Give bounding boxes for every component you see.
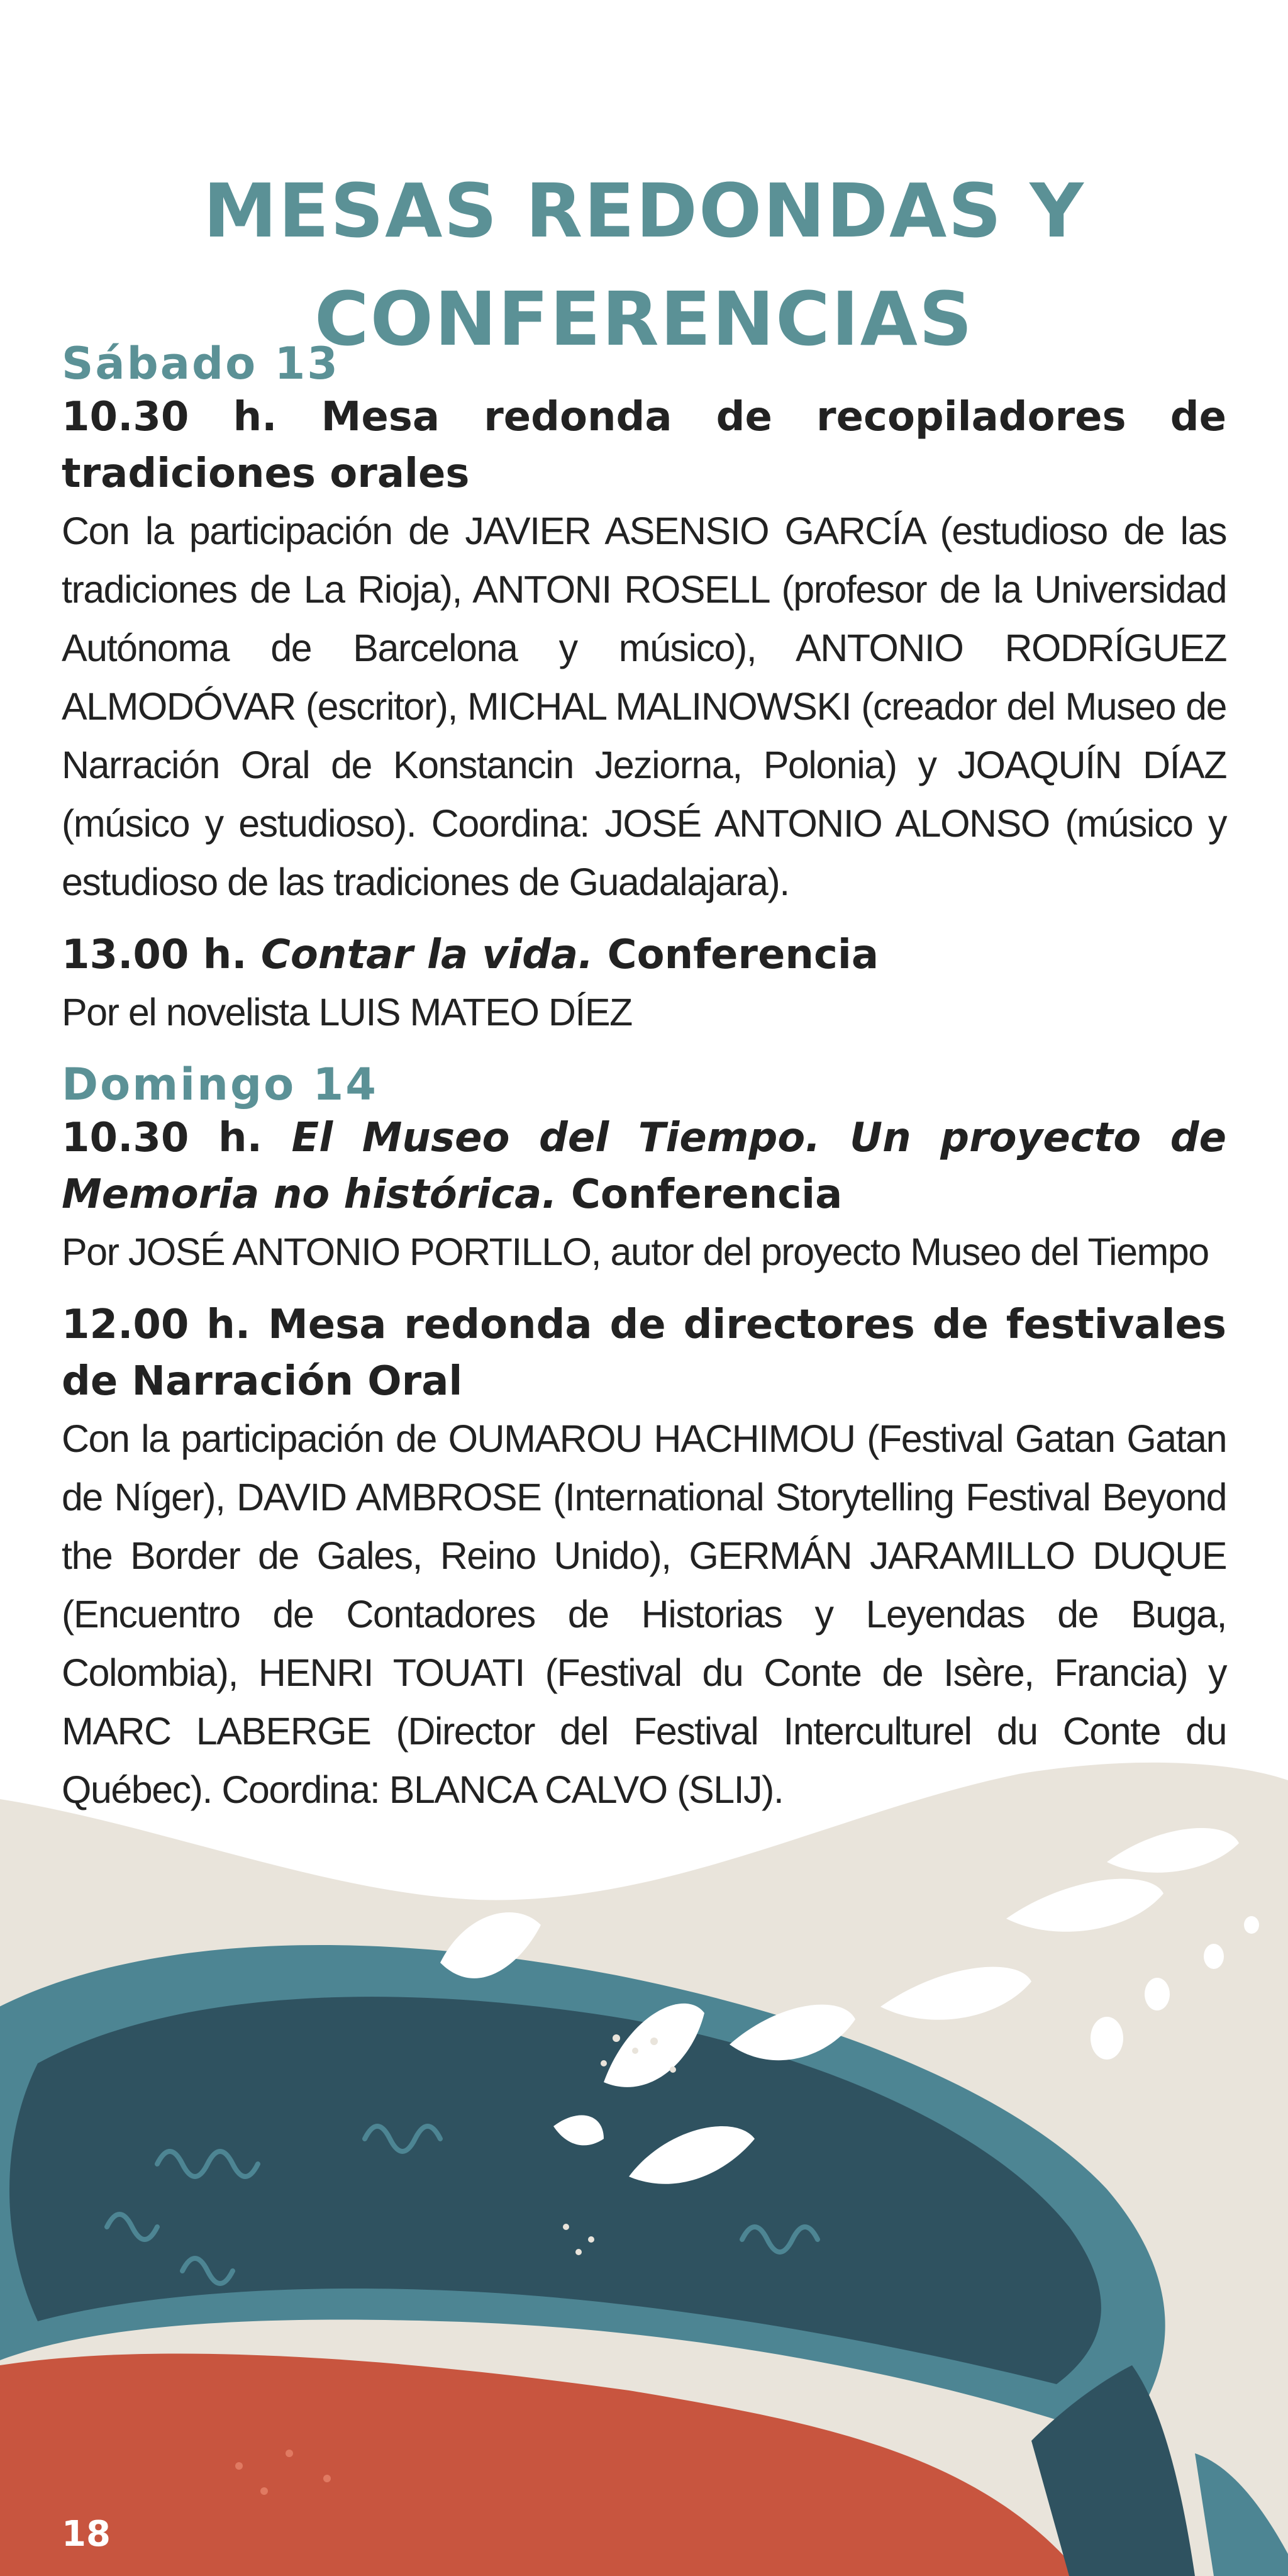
program-content bbox=[62, 338, 1226, 1834]
event-item bbox=[62, 927, 1226, 1042]
event-time: 13.00 h. bbox=[62, 932, 247, 978]
event-heading bbox=[62, 389, 1226, 502]
event-heading bbox=[62, 927, 1226, 983]
event-time: 10.30 h. bbox=[62, 394, 277, 440]
event-item bbox=[62, 1110, 1226, 1281]
event-description: Con la participación de OUMAROU HACHIMOU (Festival Gatan Gatan de Níger), DAVID AMBROSE (International Storytelling Festival Beyond the Border de Gales, Reino Unido), GERMÁN JARAMILLO DUQUE (Encuentro de Contadores de Historias y Leyendas de Buga, Colombia), HENRI TOUATI (Festival du Conte de Isère, Francia) y MARC LABERGE (Director del Festival Interculturel du Conte du Québec). Coordina: BLANCA CALVO (SLIJ). bbox=[62, 1417, 1226, 1811]
event-time: 10.30 h. bbox=[62, 1115, 262, 1161]
event-description: Por el novelista LUIS MATEO DÍEZ bbox=[62, 991, 632, 1034]
event-heading bbox=[62, 1296, 1226, 1410]
event-heading bbox=[62, 1110, 1226, 1223]
event-time: 12.00 h. bbox=[62, 1302, 251, 1348]
event-title: Mesa redonda de recopiladores de tradiciones orales bbox=[62, 394, 1227, 497]
event-title-italic: Contar la vida. bbox=[260, 932, 594, 978]
title-line-2: CONFERENCIAS bbox=[314, 276, 974, 363]
page-number: 18 bbox=[62, 2514, 111, 2555]
event-item bbox=[62, 1296, 1226, 1819]
title-line-1: MESAS REDONDAS Y bbox=[203, 167, 1085, 255]
event-description: Con la participación de JAVIER ASENSIO GARCÍA (estudioso de las tradiciones de La Rioja), ANTONI ROSELL (profesor de la Universidad Autónoma de Barcelona y músico), ANTONIO RODRÍGUEZ ALMODÓVAR (escritor), MICHAL MALINOWSKI (creador del Museo de Narración Oral de Konstancin Jeziorna, Polonia) y JOAQUÍN DÍAZ (músico y estudioso). Coordina: JOSÉ ANTONIO ALONSO (músico y estudioso de las tradiciones de Guadalajara). bbox=[62, 510, 1226, 903]
day-heading-saturday: Sábado 13 bbox=[62, 338, 340, 389]
event-title-italic: El Museo del Tiempo. Un proyecto de Memoria no histórica. bbox=[62, 1115, 1227, 1218]
event-description: Por JOSÉ ANTONIO PORTILLO, autor del proyecto Museo del Tiempo bbox=[62, 1230, 1209, 1273]
event-type: Conferencia bbox=[607, 932, 879, 978]
event-type: Conferencia bbox=[570, 1171, 843, 1218]
day-heading-sunday: Domingo 14 bbox=[62, 1059, 378, 1110]
event-title: Mesa redonda de directores de festivales de Narración Oral bbox=[62, 1302, 1227, 1405]
event-item bbox=[62, 389, 1226, 912]
